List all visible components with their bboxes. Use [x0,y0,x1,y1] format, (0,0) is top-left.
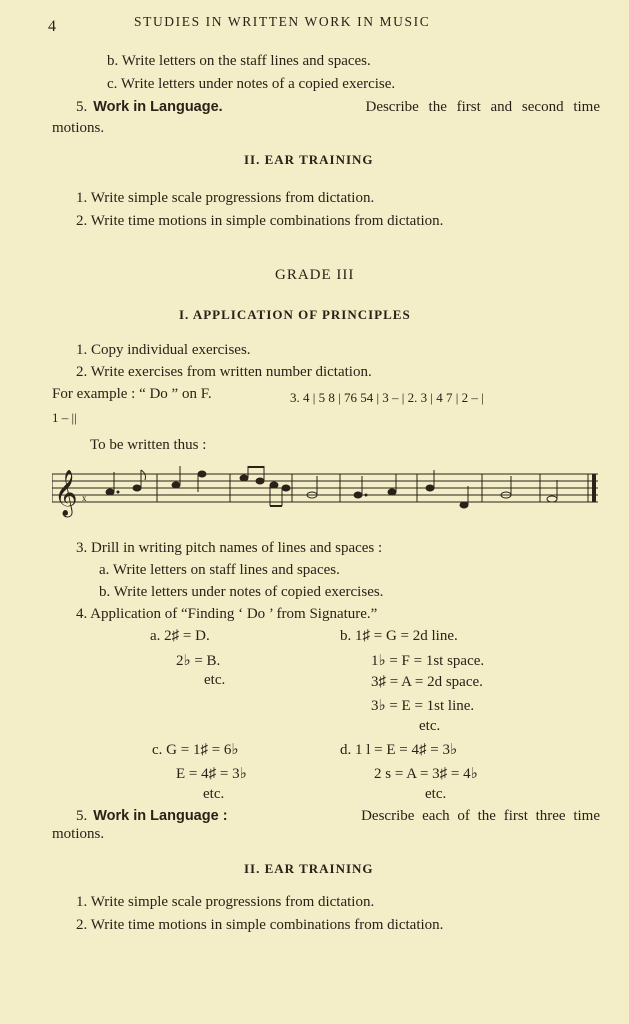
list-item: 2. Write time motions in simple combinations from dictation. [76,917,444,933]
signature-d-2: 2 s = A = 3♯ = 4♭ [374,766,478,782]
signature-c-1: c. G = 1♯ = 6♭ [152,742,239,758]
number-dictation: 3. 4 | 5 8 | 76 54 | 3 – | 2. 3 | 4 7 | 2 – | [290,390,484,405]
item-b: b. Write letters on the staff lines and spaces. [107,53,371,69]
signature-d-1: d. 1 l = E = 4♯ = 3♭ [340,742,458,758]
signature-a-2: 2♭ = B. [176,653,221,669]
work-in-language-cont: motions. [52,826,105,842]
work-in-language-line [76,99,600,116]
signature-b-1: b. 1♯ = G = 2d line. [340,628,458,644]
signature-b-etc: etc. [419,718,441,734]
item-c: c. Write letters under notes of a copied exercise. [107,76,396,92]
work-in-language-text: Describe each of the first three time [361,808,600,824]
music-staff [52,462,604,518]
signature-d-etc: etc. [425,786,447,802]
page-number: 4 [48,18,56,35]
section-heading: I. APPLICATION OF PRINCIPLES [179,307,411,322]
work-in-language-line [76,808,600,825]
written-label: To be written thus : [90,437,207,453]
section-heading: II. EAR TRAINING [244,861,374,876]
list-item: 2. Write time motions in simple combinations from dictation. [76,213,444,229]
signature-b-4: 3♭ = E = 1st line. [371,698,475,714]
treble-clef-icon: 𝄞 [54,470,78,515]
signature-c-etc: etc. [203,786,225,802]
work-in-language-label: Work in Language. [93,99,223,115]
signature-c-2: E = 4♯ = 3♭ [176,766,247,782]
list-item: 1. Write simple scale progressions from dictation. [76,894,375,910]
list-item: b. Write letters under notes of copied exercises. [99,584,384,600]
list-item: 1. Write simple scale progressions from dictation. [76,190,375,206]
work-in-language-label: Work in Language : [93,808,228,824]
list-item: 3. Drill in writing pitch names of lines and spaces : [76,540,383,556]
item-number: 5. [76,808,88,824]
list-item: a. Write letters on staff lines and spaces. [99,562,340,578]
list-item: 2. Write exercises from written number dictation. [76,364,372,380]
section-heading: II. EAR TRAINING [244,152,374,167]
list-item: 1. Copy individual exercises. [76,342,251,358]
running-title: STUDIES IN WRITTEN WORK IN MUSIC [134,14,431,29]
signature-b-2: 1♭ = F = 1st space. [371,653,485,669]
grade-heading: GRADE III [275,267,355,283]
work-in-language-text: Describe the first and second time [365,99,600,115]
signature-b-3: 3♯ = A = 2d space. [371,674,483,690]
signature-a-etc: etc. [204,672,226,688]
signature-a-1: a. 2♯ = D. [150,628,210,644]
svg-text:x: x [82,493,87,503]
list-item: 4. Application of “Finding ‘ Do ’ from Signature.” [76,606,378,622]
number-dictation-end: 1 – || [52,410,77,425]
example-label: For example : “ Do ” on F. [52,386,212,402]
work-in-language-cont: motions. [52,120,105,136]
item-number: 5. [76,99,88,115]
